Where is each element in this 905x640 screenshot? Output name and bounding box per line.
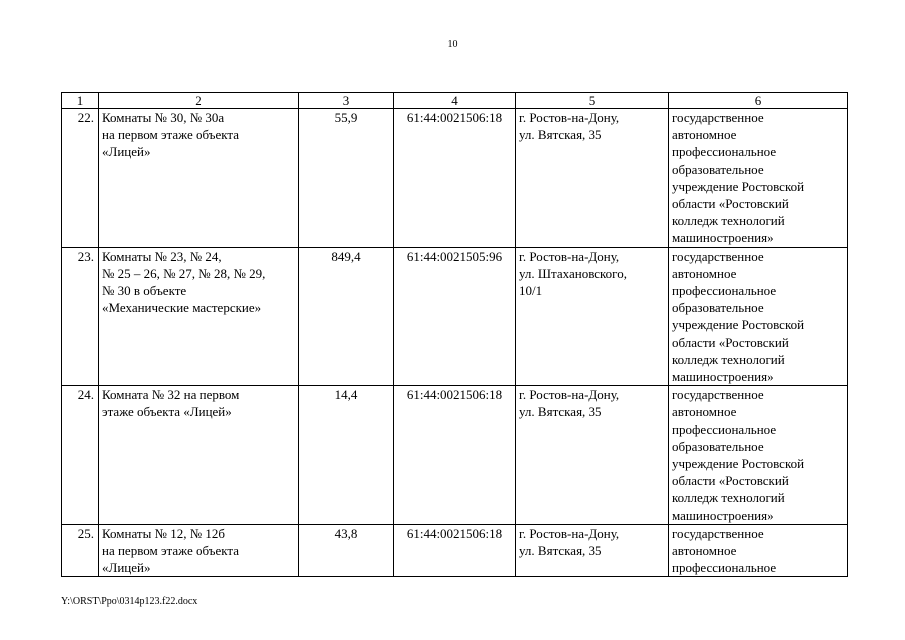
owner: государственное автономное профессиональное образовательное учреждение Ростовской области «Ростовский колледж технологий машиностроения» (669, 386, 848, 525)
cadastral-number: 61:44:0021506:18 (394, 524, 516, 577)
row-number: 23. (62, 247, 99, 386)
premises-name: Комнаты № 23, № 24, № 25 – 26, № 27, № 28, № 29, № 30 в объекте «Механические мастерские» (99, 247, 299, 386)
premises-name: Комната № 32 на первом этаже объекта «Лицей» (99, 386, 299, 525)
table-row (62, 386, 848, 525)
cadastral-number: 61:44:0021505:96 (394, 247, 516, 386)
table-row (62, 524, 848, 577)
area-value: 14,4 (299, 386, 394, 525)
area-value: 55,9 (299, 109, 394, 248)
page-number: 10 (447, 39, 458, 50)
area-value: 43,8 (299, 524, 394, 577)
column-header-4: 4 (394, 93, 516, 109)
column-header-6: 6 (669, 93, 848, 109)
address: г. Ростов-на-Дону, ул. Вятская, 35 (516, 524, 669, 577)
owner: государственное автономное профессиональное образовательное учреждение Ростовской области «Ростовский колледж технологий машиностроения» (669, 247, 848, 386)
premises-name: Комнаты № 12, № 12б на первом этаже объекта «Лицей» (99, 524, 299, 577)
address: г. Ростов-на-Дону, ул. Вятская, 35 (516, 386, 669, 525)
row-number: 25. (62, 524, 99, 577)
area-value: 849,4 (299, 247, 394, 386)
column-header-3: 3 (299, 93, 394, 109)
footer-file-path: Y:\ORST\Ppo\0314p123.f22.docx (61, 596, 198, 607)
table-row (62, 109, 848, 248)
property-table (61, 92, 848, 577)
owner: государственное автономное профессиональное (669, 524, 848, 577)
cadastral-number: 61:44:0021506:18 (394, 386, 516, 525)
address: г. Ростов-на-Дону, ул. Штахановского, 10/1 (516, 247, 669, 386)
column-header-2: 2 (99, 93, 299, 109)
column-header-5: 5 (516, 93, 669, 109)
table-header-row (62, 93, 848, 109)
premises-name: Комнаты № 30, № 30а на первом этаже объекта «Лицей» (99, 109, 299, 248)
cadastral-number: 61:44:0021506:18 (394, 109, 516, 248)
address: г. Ростов-на-Дону, ул. Вятская, 35 (516, 109, 669, 248)
row-number: 22. (62, 109, 99, 248)
row-number: 24. (62, 386, 99, 525)
owner: государственное автономное профессиональное образовательное учреждение Ростовской области «Ростовский колледж технологий машиностроения» (669, 109, 848, 248)
table-row (62, 247, 848, 386)
column-header-1: 1 (62, 93, 99, 109)
